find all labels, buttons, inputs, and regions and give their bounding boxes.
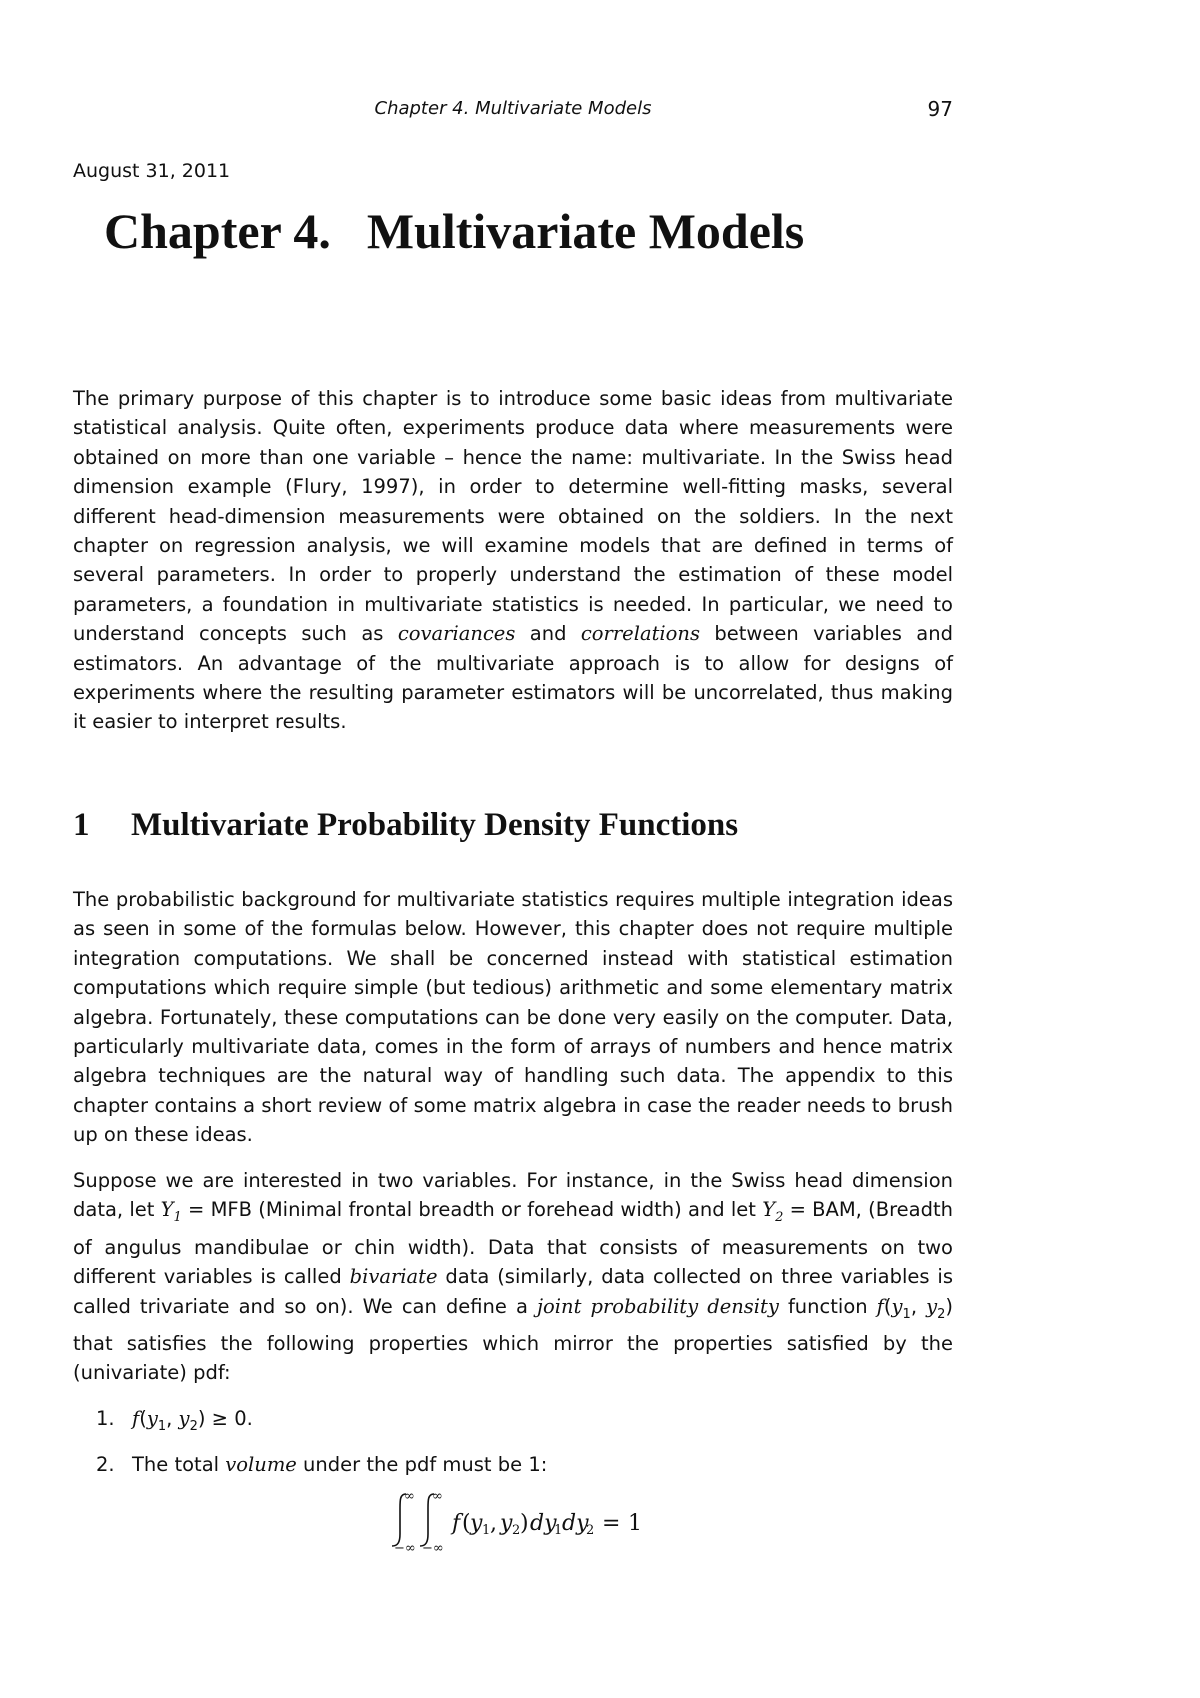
para2-text-2: = MFB (Minimal frontal breadth or forehead width) and let: [181, 1198, 763, 1222]
svg-text:dy: dy: [530, 1511, 557, 1536]
list-text-post: under the pdf must be 1:: [296, 1453, 548, 1476]
svg-text:y: y: [470, 1511, 483, 1536]
svg-text:(: (: [462, 1511, 471, 1536]
svg-text:1: 1: [554, 1523, 563, 1538]
list-item: [96, 1450, 953, 1479]
property-list-2: [96, 1450, 953, 1479]
list-number: 2.: [96, 1453, 115, 1476]
volume-equation: [392, 1486, 692, 1556]
intro-paragraph: [73, 384, 953, 737]
chapter-title: [104, 199, 964, 263]
para2-text-5: function: [778, 1294, 877, 1318]
section-number: 1: [73, 807, 90, 843]
svg-text:−∞: −∞: [422, 1541, 444, 1556]
svg-text:dy: dy: [562, 1511, 589, 1536]
list-text-pre: The total: [132, 1453, 226, 1476]
svg-text:2: 2: [586, 1523, 595, 1538]
term-bivariate: bivariate: [349, 1265, 438, 1289]
svg-text:1: 1: [628, 1511, 642, 1536]
math-f-y1-y2: f: [876, 1294, 884, 1318]
equation-graphic: [392, 1486, 692, 1556]
para2-text-3: = BAM, (Breadth of angulus mandibulae or chin width). Data that consists of measurements on two different variables is called: [73, 1198, 953, 1289]
intro-text-3: between variables and estimators. An advantage of the multivariate approach is to allow for designs of experiments where the resulting parameter estimators will be uncorrelated, thus making it easier to interpret results.: [73, 622, 953, 734]
chapter-number: Chapter 4.: [104, 203, 331, 259]
svg-text:): ): [520, 1511, 529, 1536]
running-title: Chapter 4. Multivariate Models: [374, 98, 652, 119]
math-y1: $Y_1$: [160, 1198, 182, 1226]
list-number: 1.: [96, 1407, 115, 1430]
math-y2: $Y_2$: [762, 1198, 784, 1226]
svg-text:,: ,: [490, 1511, 497, 1536]
svg-text:=: =: [602, 1511, 621, 1536]
section-title: Multivariate Probability Density Functions: [131, 807, 739, 843]
intro-text-1: The primary purpose of this chapter is to introduce some basic ideas from multivariate statistical analysis. Quite often, experiments produce data where measurements were obtained on more than one variable – hence the name: multivariate. In the Swiss head dimension example (Flury, 1997), in order to determine well-fitting masks, several different head-dimension measurements were obtained on the soldiers. In the next chapter on regression analysis, we will examine models that are defined in terms of several parameters. In order to properly understand the estimation of these model parameters, a foundation in multivariate statistics is needed. In particular, we need to understand concepts such as: [73, 387, 953, 646]
svg-text:∞: ∞: [432, 1489, 443, 1504]
property-list-1: [96, 1404, 953, 1441]
chapter-name: Multivariate Models: [366, 203, 805, 259]
term-covariances: covariances: [397, 622, 516, 646]
para2-text-4: data (similarly, data collected on three variables is called trivariate and so on). We can define a: [73, 1265, 954, 1318]
section-heading: [73, 805, 953, 845]
list-item: 1. $f(y_1$, $y_2) \ge 0$.: [96, 1404, 953, 1441]
property-1-math: f: [132, 1407, 140, 1430]
para2-text-1: Suppose we are interested in two variables. For instance, in the Swiss head dimension data, let: [73, 1169, 953, 1222]
section-paragraph-1: The probabilistic background for multivariate statistics requires multiple integration ideas as seen in some of the formulas below. However, this chapter does not require multiple integration computations. We shall be concerned instead with statistical estimation computations which require simple (but tedious) arithmetic and some elementary matrix algebra. Fortunately, these computations can be done very easily on the computer. Data, particularly multivariate data, comes in the form of arrays of numbers and hence matrix algebra techniques are the natural way of handling such data. The appendix to this chapter contains a short review of some matrix algebra in case the reader needs to brush up on these ideas.: [73, 888, 953, 1147]
date: August 31, 2011: [73, 160, 231, 182]
svg-text:−∞: −∞: [394, 1541, 416, 1556]
section-paragraph-2: Suppose we are interested in two variables. For instance, in the Swiss head dimension data, let $Y_1$ = MFB (Minimal frontal breadth or forehead width) and let $Y_2$ = BAM, (Breadth of angulus mandibulae or chin width). Data that consists of measurements on two different variables is called bivariate data (similarly, data collected on three variables is called trivariate and so on). We can define a joint probability density function $f(y_1$, $y_2$) that satisfies the following properties which mirror the properties satisfied by the (univariate) pdf:: [73, 1169, 954, 1385]
intro-text-2: and: [515, 622, 581, 646]
svg-text:2: 2: [512, 1523, 521, 1538]
para2-text-6: that satisfies the following properties which mirror the properties satisfied by the (univariate) pdf:: [73, 1331, 953, 1385]
term-correlations: correlations: [580, 622, 700, 646]
term-volume: volume: [225, 1453, 297, 1476]
running-head: [73, 94, 953, 124]
svg-text:y: y: [500, 1511, 513, 1536]
svg-text:∞: ∞: [404, 1489, 415, 1504]
svg-text:f: f: [452, 1511, 461, 1536]
svg-text:1: 1: [482, 1523, 491, 1538]
term-joint-density: joint probability density: [536, 1294, 779, 1318]
page-number: 97: [927, 97, 953, 121]
